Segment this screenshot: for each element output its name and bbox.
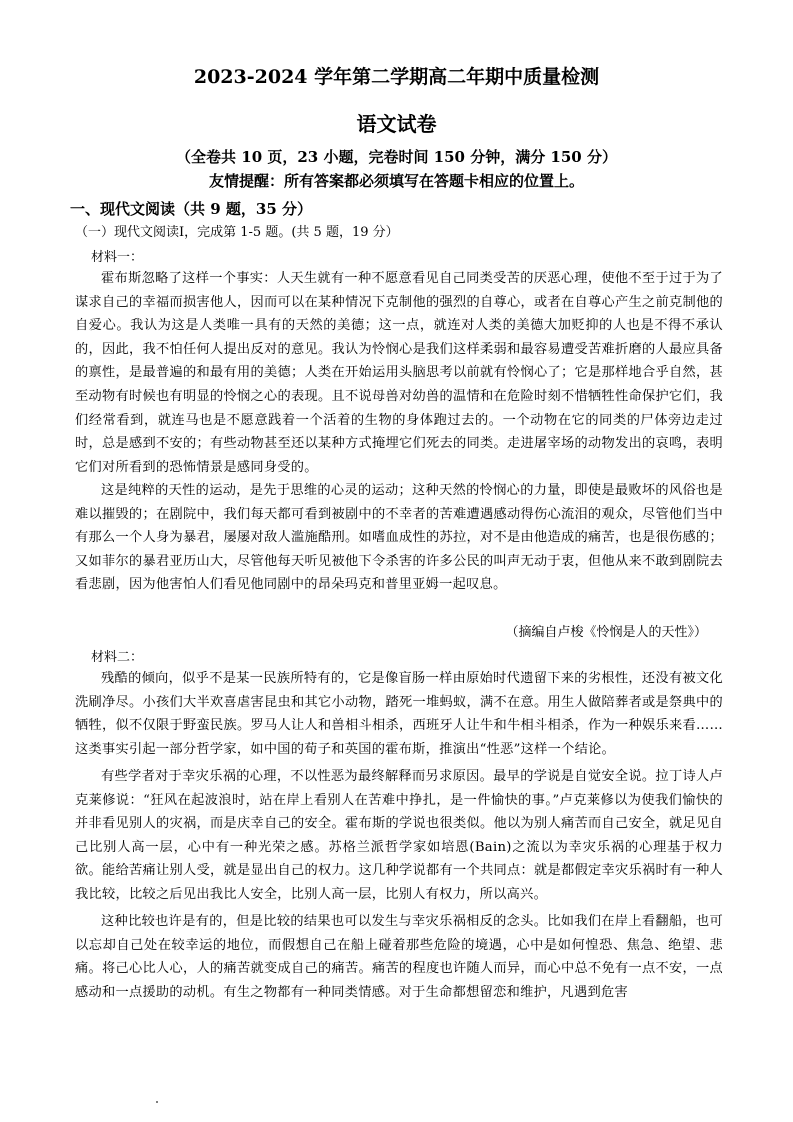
material1-paragraph-1 [75, 267, 723, 479]
material1-paragraph-1-text: 霍布斯忽略了这样一个事实：人天生就有一种不愿意看见自己同类受苦的厌恶心理，使他不至于过于为了谋求自己的幸福而损害他人，因而可以在某种情况下克制他的强烈的自尊心，或者在自尊心产生之前克制他的自爱心。我认为这是人类唯一具有的天然的美德；这一点，就连对人类的美德大加贬抑的人也是不得不承认的，因此，我不怕任何人提出反对的意见。我认为怜悯心是我们这样柔弱和最容易遭受苦难折磨的人最应具备的禀性，是最普遍的和最有用的美德；人类在开始运用头脑思考以前就有怜悯心了；它是那样地合乎自然，甚至动物有时候也有明显的怜悯之心的表现。且不说母兽对幼兽的温情和在危险时刻不惜牺牲性命保护它们，我们经常看到，就连马也是不愿意践着一个活着的生物的身体跑过去的。一个动物在它的同类的尸体旁边走过时，总是感到不安的；有些动物甚至还以某种方式掩埋它们死去的同类。走进屠宰场的动物发出的哀鸣，表明它们对所看到的恐怖情景是感同身受的。 [75, 271, 723, 475]
material2-paragraph-3-text: 这种比较也许是有的，但是比较的结果也可以发生与幸灾乐祸相反的念头。比如我们在岸上看翻船，也可以忘却自己处在较幸运的地位，而假想自己在船上碰着那些危险的境遇，心中是如何惶恐、焦急、绝望、悲痛。将己心比人心，人的痛苦就变成自己的痛苦。痛苦的程度也许随人而异，而心中总不免有一点不安，一点感动和一点援助的动机。有生之物都有一种同类情感。对于生命都想留恋和维护，凡遇到危害 [75, 914, 723, 1000]
material1-paragraph-2-text: 这是纯粹的天性的运动，是先于思维的心灵的运动；这种天然的怜悯心的力量，即使是最败坏的风俗也是难以摧毁的；在剧院中，我们每天都可看到被剧中的不幸者的苦难遭遇感动得伤心流泪的观众，尽管他们当中有那么一个人身为暴君，屡屡对敌人滥施酷刑。如嗜血成性的苏拉，对不是由他造成的痛苦，也是很伤感的；又如菲尔的暴君亚历山大，尽管他每天听见被他下令杀害的许多公民的叫声无动于衷，但他从来不敢到剧院去看悲剧，因为他害怕人们看见他同剧中的昂朵玛克和普里亚姆一起叹息。 [75, 483, 723, 593]
exam-info: （全卷共 10 页，23 小题，完卷时间 150 分钟，满分 150 分） [176, 148, 617, 166]
material2-paragraph-2 [75, 765, 723, 907]
scan-dot [156, 1101, 158, 1103]
material1-source: （摘编自卢梭《怜悯是人的天性》） [505, 625, 707, 640]
exam-title: 2023-2024 学年第二学期高二年期中质量检测 [193, 66, 600, 88]
material2-paragraph-2-text: 有些学者对于幸灾乐祸的心理，不以性恶为最终解释而另求原因。最早的学说是自觉安全说。拉丁诗人卢克莱修说：“狂风在起波浪时，站在岸上看别人在苦难中挣扎，是一件愉快的事。”卢克莱修以为使我们愉快的并非看见别人的灾祸，而是庆幸自己的安全。霍布斯的学说也很类似。他以为别人痛苦而自己安全，就足见自己比别人高一层，心中有一种光荣之感。苏格兰派哲学家如培恩(Bain)之流以为幸灾乐祸的心理基于权力欲。能给苦痛让别人受，就是显出自己的权力。这几种学说都有一个共同点：就是都假定幸灾乐祸时有一种人我比较，比较之后见出我比人安全，比别人高一层，比别人有权力，所以高兴。 [75, 769, 723, 902]
material2-paragraph-3 [75, 910, 723, 1004]
material1-paragraph-2 [75, 479, 723, 597]
exam-reminder: 友情提醒：所有答案都必须填写在答题卡相应的位置上。 [208, 172, 584, 190]
section-heading: 一、现代文阅读（共 9 题，35 分） [70, 200, 312, 218]
material1-label: 材料一： [91, 250, 144, 265]
subsection-heading: （一）现代文阅读Ⅰ，完成第 1-5 题。(共 5 题，19 分） [75, 225, 399, 240]
material2-label: 材料二： [91, 650, 144, 665]
material2-paragraph-1 [75, 667, 723, 761]
subject-title: 语文试卷 [356, 112, 437, 136]
material2-paragraph-1-text: 残酷的倾向，似乎不是某一民族所特有的，它是像盲肠一样由原始时代遗留下来的劣根性，还没有被文化洗刷净尽。小孩们大半欢喜虐害昆虫和其它小动物，踏死一堆蚂蚁，满不在意。用生人做陪葬者或是祭典中的牺牲，似不仅限于野蛮民族。罗马人让人和兽相斗相杀，西班牙人让牛和牛相斗相杀，作为一种娱乐来看……这类事实引起一部分哲学家，如中国的荀子和英国的霍布斯，推演出“性恶”这样一个结论。 [75, 671, 723, 757]
